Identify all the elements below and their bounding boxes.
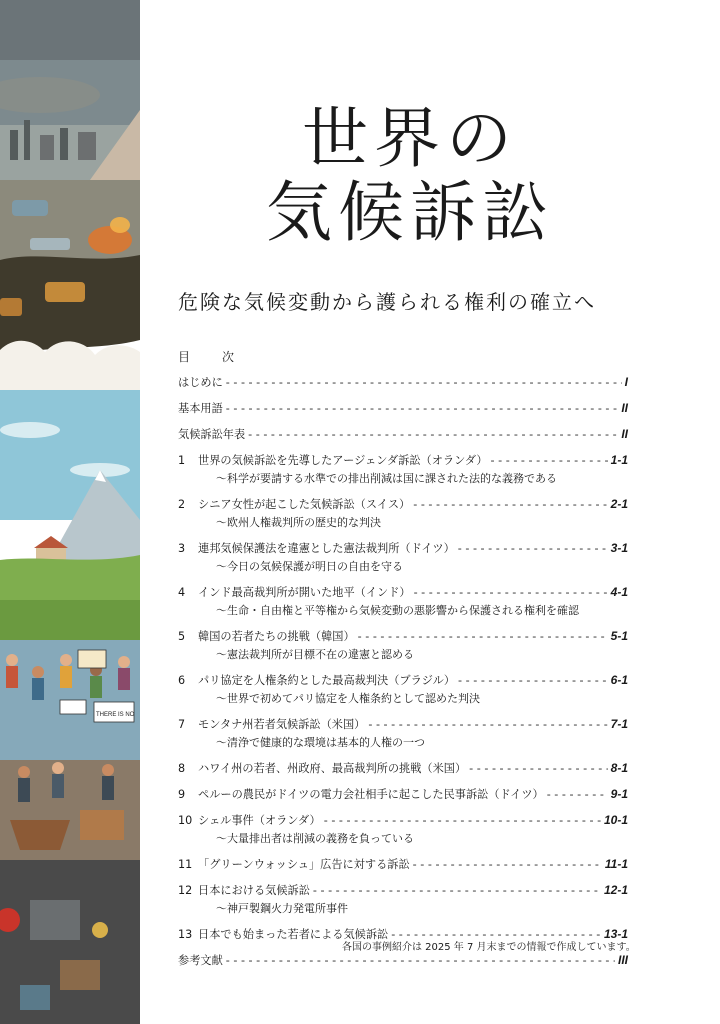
chapter-number: 13 [178, 928, 193, 941]
leader-dots [248, 428, 618, 441]
toc-entry-chronology[interactable] [178, 426, 628, 444]
toc-entry-subtitle: ～世界で初めてパリ協定を人権条約として認めた判決 [216, 692, 480, 705]
toc-entry-chapter[interactable] [178, 856, 628, 874]
toc-entry-label: モンタナ州若者気候訴訟（米国） [198, 718, 366, 731]
toc-entry-chapter[interactable] [178, 760, 628, 778]
leader-dots [358, 630, 608, 643]
toc-entry-label: シニア女性が起こした気候訴訟（スイス） [198, 498, 411, 511]
toc-entry-subtitle: ～欧州人権裁判所の歴史的な判決 [216, 516, 381, 529]
toc-entry-chapter[interactable] [178, 716, 628, 734]
toc-entry-chapter[interactable] [178, 812, 628, 830]
toc-entry-references[interactable] [178, 952, 628, 970]
leader-dots [458, 674, 608, 687]
toc-entry-label: 基本用語 [178, 402, 223, 415]
toc-entry-label: 気候訴訟年表 [178, 428, 246, 441]
toc-entry-subtitle: ～今日の気候保護が明日の自由を守る [216, 560, 403, 573]
toc-page-number: 1-1 [610, 453, 628, 467]
toc-entry-label: 韓国の若者たちの挑戦（韓国） [198, 630, 355, 643]
toc-entry-chapter[interactable] [178, 584, 628, 602]
leader-dots [368, 718, 607, 731]
toc-page-number: II [621, 427, 628, 441]
leader-dots [226, 954, 615, 967]
toc-entry-subtitle: ～大量排出者は削減の義務を負っている [216, 832, 414, 845]
sign-text: THERE IS NO [96, 712, 135, 718]
toc-page-number: 3-1 [610, 541, 628, 555]
toc-entry-chapter[interactable] [178, 672, 628, 690]
toc-page-number: 10-1 [603, 813, 628, 827]
toc-entry-label: 「グリーンウォッシュ」広告に対する訴訟 [198, 858, 410, 871]
chapter-number: 2 [178, 498, 186, 511]
illustration-artwork [0, 0, 140, 1024]
chapter-number: 9 [178, 788, 186, 801]
toc-page-number: 6-1 [610, 673, 628, 687]
toc-entry-chapter[interactable] [178, 452, 628, 470]
cover-illustration [0, 0, 140, 1024]
footnote: 各国の事例紹介は 2025 年 7 月末までの情報で作成しています。 [342, 942, 636, 953]
leader-dots [324, 814, 601, 827]
chapter-number: 10 [178, 814, 193, 827]
toc-entry-terms[interactable] [178, 400, 628, 418]
toc-entry-subtitle: ～生命・自由権と平等権から気候変動の悪影響から保護される権利を確認 [216, 604, 579, 617]
chapter-number: 4 [178, 586, 186, 599]
toc-entry-subtitle: ～科学が要請する水準での排出削減は国に課された法的な義務である [216, 472, 557, 485]
document-subtitle: 危険な気候変動から護られる権利の確立へ [178, 290, 596, 314]
toc-page-number: 11-1 [604, 857, 628, 871]
toc-page-number: 5-1 [610, 629, 628, 643]
toc-entry-intro[interactable] [178, 374, 628, 392]
toc-entry-label: 世界の気候訴訟を先導したアージェンダ訴訟（オランダ） [198, 454, 488, 467]
toc-entry-label: シェル事件（オランダ） [198, 814, 321, 827]
toc-entry-label: 日本でも始まった若者による気候訴訟 [198, 928, 389, 941]
chapter-number: 5 [178, 630, 186, 643]
toc-entry-chapter[interactable] [178, 882, 628, 900]
toc-page-number: I [624, 375, 628, 389]
toc-entry-subtitle: ～神戸製鋼火力発電所事件 [216, 902, 348, 915]
toc-entry-subtitle: ～清浄で健康的な環境は基本的人権の一つ [216, 736, 425, 749]
toc-entry-chapter[interactable] [178, 786, 628, 804]
toc-page-number: 9-1 [610, 787, 628, 801]
toc-page-number: 4-1 [610, 585, 628, 599]
leader-dots [226, 376, 622, 389]
toc-entry-label: はじめに [178, 376, 223, 389]
toc-page-number: 12-1 [603, 883, 628, 897]
leader-dots [458, 542, 608, 555]
toc-entry-label: 連邦気候保護法を違憲とした憲法裁判所（ドイツ） [198, 542, 455, 555]
toc-entry-label: ハワイ州の若者、州政府、最高裁判所の挑戦（米国） [198, 762, 467, 775]
toc-entry-label: ペルーの農民がドイツの電力会社相手に起こした民事訴訟（ドイツ） [198, 788, 544, 801]
toc-page-number: II [621, 401, 628, 415]
chapter-number: 11 [178, 858, 193, 871]
chapter-number: 12 [178, 884, 193, 897]
leader-dots [413, 498, 607, 511]
chapter-number: 1 [178, 454, 186, 467]
toc-entry-subtitle: ～憲法裁判所が目標不在の違憲と認める [216, 648, 414, 661]
table-of-contents [178, 374, 628, 970]
toc-chapter-list [178, 452, 628, 952]
toc-page-number: 2-1 [610, 497, 628, 511]
toc-heading: 目 次 [178, 350, 245, 364]
toc-entry-chapter[interactable] [178, 628, 628, 646]
toc-entry-label: インド最高裁判所が開いた地平（インド） [198, 586, 411, 599]
leader-dots [414, 586, 608, 599]
leader-dots [491, 454, 608, 467]
chapter-number: 7 [178, 718, 186, 731]
leader-dots [547, 788, 608, 801]
leader-dots [313, 884, 601, 897]
leader-dots [469, 762, 607, 775]
toc-page-number: 8-1 [610, 761, 628, 775]
toc-page-number: III [617, 953, 628, 967]
toc-entry-label: パリ協定を人権条約とした最高裁判決（ブラジル） [198, 674, 456, 687]
toc-page-number: 7-1 [610, 717, 628, 731]
chapter-number: 3 [178, 542, 186, 555]
title-line-1: 世界の [302, 100, 518, 177]
toc-page-number: 13-1 [603, 927, 628, 941]
toc-entry-label: 日本における気候訴訟 [198, 884, 310, 897]
title-line-2: 気候訴訟 [266, 174, 554, 251]
toc-entry-chapter[interactable] [178, 540, 628, 558]
toc-entry-label: 参考文献 [178, 954, 223, 967]
leader-dots [226, 402, 619, 415]
toc-entry-chapter[interactable] [178, 496, 628, 514]
chapter-number: 6 [178, 674, 186, 687]
document-title [240, 102, 580, 250]
leader-dots [413, 858, 602, 871]
chapter-number: 8 [178, 762, 186, 775]
